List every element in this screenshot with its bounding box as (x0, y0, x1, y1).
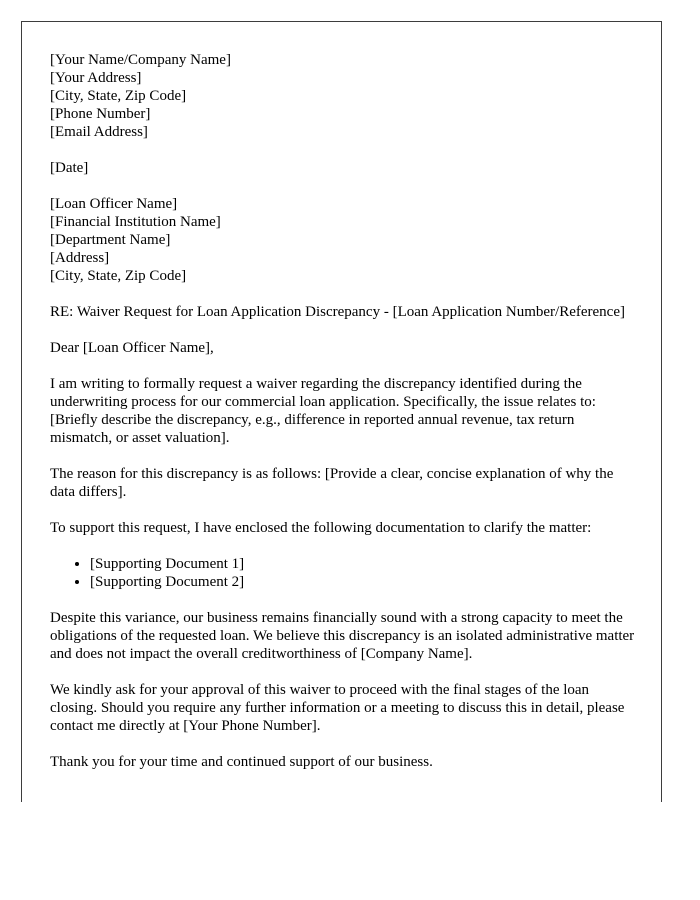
date-line: [Date] (50, 160, 89, 176)
body-paragraph-discrepancy: I am writing to formally request a waiver regarding the discrepancy identified during the underwriting process for our commercial loan application. Specifically, the issue relates to: [Briefly describe the discrepancy, e.g., difference in reported annual revenue, tax return mismatch, or asset valuation]. (50, 376, 596, 446)
body-paragraph-reason: The reason for this discrepancy is as follows: [Provide a clear, concise explanation of why the data differs]. (50, 466, 614, 500)
sender-address-line: [Your Address] (50, 70, 142, 86)
sender-name-line: [Your Name/Company Name] (50, 52, 231, 68)
salutation: Dear [Loan Officer Name], (50, 340, 214, 356)
recipient-city-line: [City, State, Zip Code] (50, 268, 187, 284)
enclosure-item: • [Supporting Document 1] (90, 555, 635, 573)
body-paragraph-support-intro: To support this request, I have enclosed the following documentation to clarify the matter: (50, 520, 592, 536)
sender-address-block (50, 51, 635, 141)
recipient-name-line: [Loan Officer Name] (50, 196, 178, 212)
enclosure-item: • [Supporting Document 2] (90, 573, 635, 591)
recipient-department-line: [Department Name] (50, 232, 171, 248)
enclosures-list (50, 555, 635, 591)
letter-page (21, 21, 662, 802)
subject-line: RE: Waiver Request for Loan Application Discrepancy - [Loan Application Number/Reference] (50, 304, 625, 320)
sender-city-line: [City, State, Zip Code] (50, 88, 187, 104)
sender-phone-line: [Phone Number] (50, 106, 151, 122)
recipient-address-block (50, 195, 635, 285)
sender-email-line: [Email Address] (50, 124, 148, 140)
recipient-address-line: [Address] (50, 250, 110, 266)
body-paragraph-approval-request: We kindly ask for your approval of this waiver to proceed with the final stages of the loan closing. Should you require any further information or a meeting to discuss this in detail, please contact me directly at [Your Phone Number]. (50, 682, 625, 734)
body-paragraph-thanks: Thank you for your time and continued support of our business. (50, 754, 433, 770)
body-paragraph-financial-soundness: Despite this variance, our business remains financially sound with a strong capacity to meet the obligations of the requested loan. We believe this discrepancy is an isolated administrative matter and does not impact the overall creditworthiness of [Company Name]. (50, 610, 635, 662)
recipient-institution-line: [Financial Institution Name] (50, 214, 221, 230)
